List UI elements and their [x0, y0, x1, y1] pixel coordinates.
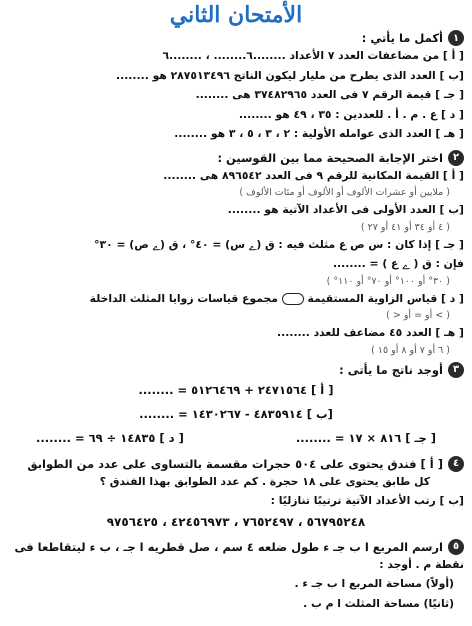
q3-item-d: [ د ] ١٤٨٣٥ ÷ ٦٩ = ........: [36, 430, 184, 445]
question-3-header: [8, 362, 464, 378]
question-5-number: ٥: [448, 539, 464, 555]
question-4: [8, 456, 464, 533]
question-2-title: اختر الإجابة الصحيحة مما بين القوسين :: [217, 150, 443, 165]
q2-item-e: [ هـ ] العدد ٤٥ مضاعف للعدد ........: [277, 326, 464, 339]
page-title: الأمتحان الثاني: [169, 2, 303, 28]
question-2: [8, 150, 464, 358]
q1-item-d: [ د ] ع . م . أ . للعددين : ٣٥ ، ٤٩ هو ........: [238, 107, 464, 121]
q2-item-a: [ أ ] القيمة المكانية للرقم ٩ فى العدد ٨٩٦٥٤٢ هى ........: [163, 168, 464, 182]
question-5-header: [8, 539, 464, 555]
q1-item-c: [ جـ ] قيمة الرقم ٧ فى العدد ٣٧٤٨٢٩٦٥ هى ........: [195, 88, 464, 101]
q3-items-c-d: [8, 426, 464, 450]
q4-number-list: ٥٦٧٩٥٢٤٨ ، ٧٦٥٢٤٩٧ ، ٤٢٤٥٦٩٧٣ ، ٩٧٥٦٤٢٥: [106, 514, 366, 529]
q3-item-c: [ جـ ] ٨١٦ × ١٧ = ........: [295, 430, 436, 445]
question-1-header: [8, 30, 464, 46]
q1-item-b: [ب ] العدد الذى يطرح من مليار ليكون الناتج ٢٨٧٥١٣٤٩٦ هو ........: [116, 68, 464, 82]
q5-line-3: (أولاً) مساحة المربع ا ب جـ ء .: [294, 577, 454, 590]
q2-item-c: [ جـ ] إذا كان : س ص ع مثلث فيه : ق (ﮮ س) = ٤٠° ، ق (ﮮ ص) = ٣٠°: [94, 237, 464, 251]
question-1: [8, 30, 464, 144]
question-3-number: ٣: [448, 362, 464, 378]
q2-item-d-text-end: مجموع قياسات زوايا المثلث الداخلة: [89, 291, 278, 305]
q3-item-b: [ب ] ٤٨٣٥٩١٤ - ١٤٣٠٢٦٧ = ........: [139, 406, 333, 421]
q2-item-e-options: ( ٦ أو ٧ أو ٨ أو ١٥ ): [371, 344, 450, 356]
question-5: [8, 539, 464, 614]
question-1-number: ١: [448, 30, 464, 46]
q5-line-1: ارسم المربع ا ب جـ ء طول ضلعه ٤ سم ، صل قطريه ا جـ ، ب ء ليتقاطعا فى: [14, 539, 443, 554]
question-2-number: ٢: [448, 150, 464, 166]
q2-item-d-options: ( > أو = أو < ): [386, 310, 450, 321]
q5-line-4: (ثانيًا) مساحة المثلث ا م ب .: [303, 596, 454, 610]
question-2-header: [8, 150, 464, 166]
q2-item-d: [8, 289, 464, 309]
q2-item-c-continued: فإن : ق ( ﮮ ع ) = ........: [332, 257, 464, 270]
q4-item-a: [ أ ] فندق يحتوى على ٥٠٤ حجرات مقسمة بالتساوى على عدد من الطوابق: [27, 456, 443, 471]
q2-item-b: [ب ] العدد الأولى فى الأعداد الآتية هو ........: [227, 203, 464, 216]
q5-line-2: نقطة م . أوجد :: [379, 557, 464, 571]
q2-item-b-options: ( ٤ أو ٣٤ أو ٤١ أو ٢٧ ): [360, 221, 450, 233]
question-3: [8, 362, 464, 450]
answer-blank-box[interactable]: [282, 293, 304, 305]
q3-item-a: [ أ ] ٢٤٧١٥٦٤ + ٥١٢٦٤٦٩ = ........: [138, 382, 334, 397]
q1-item-e: [ هـ ] العدد الذى عوامله الأولية : ٢ ، ٣ ، ٥ ، ٣ هو ........: [174, 127, 464, 140]
q1-item-a: [ أ ] من مضاعفات العدد ٧ الأعداد ........٦........ ، ........٦: [162, 49, 464, 62]
q4-item-a-continued: كل طابق يحتوى على ١٨ حجرة . كم عدد الطوابق بهذا الفندق ؟: [99, 474, 430, 488]
question-3-title: أوجد ناتج ما يأتى :: [339, 362, 443, 377]
q2-item-c-options: ( ٣٠° أو ١٠٠° أو ٧٠° أو ١١٠° ): [326, 275, 450, 287]
q2-item-a-options: ( ملايين أو عشرات الألوف أو الألوف أو مئات الألوف ): [239, 187, 450, 198]
q4-item-b: [ب ] رتب الأعداد الآتية ترتيبًا تنازليًا :: [270, 494, 464, 507]
question-4-number: ٤: [448, 456, 464, 472]
q2-item-d-text-start: [ د ] قياس الزاوية المستقيمة: [307, 291, 464, 305]
question-1-title: أكمل ما يأتي :: [361, 31, 443, 45]
question-4-header: [8, 456, 464, 472]
